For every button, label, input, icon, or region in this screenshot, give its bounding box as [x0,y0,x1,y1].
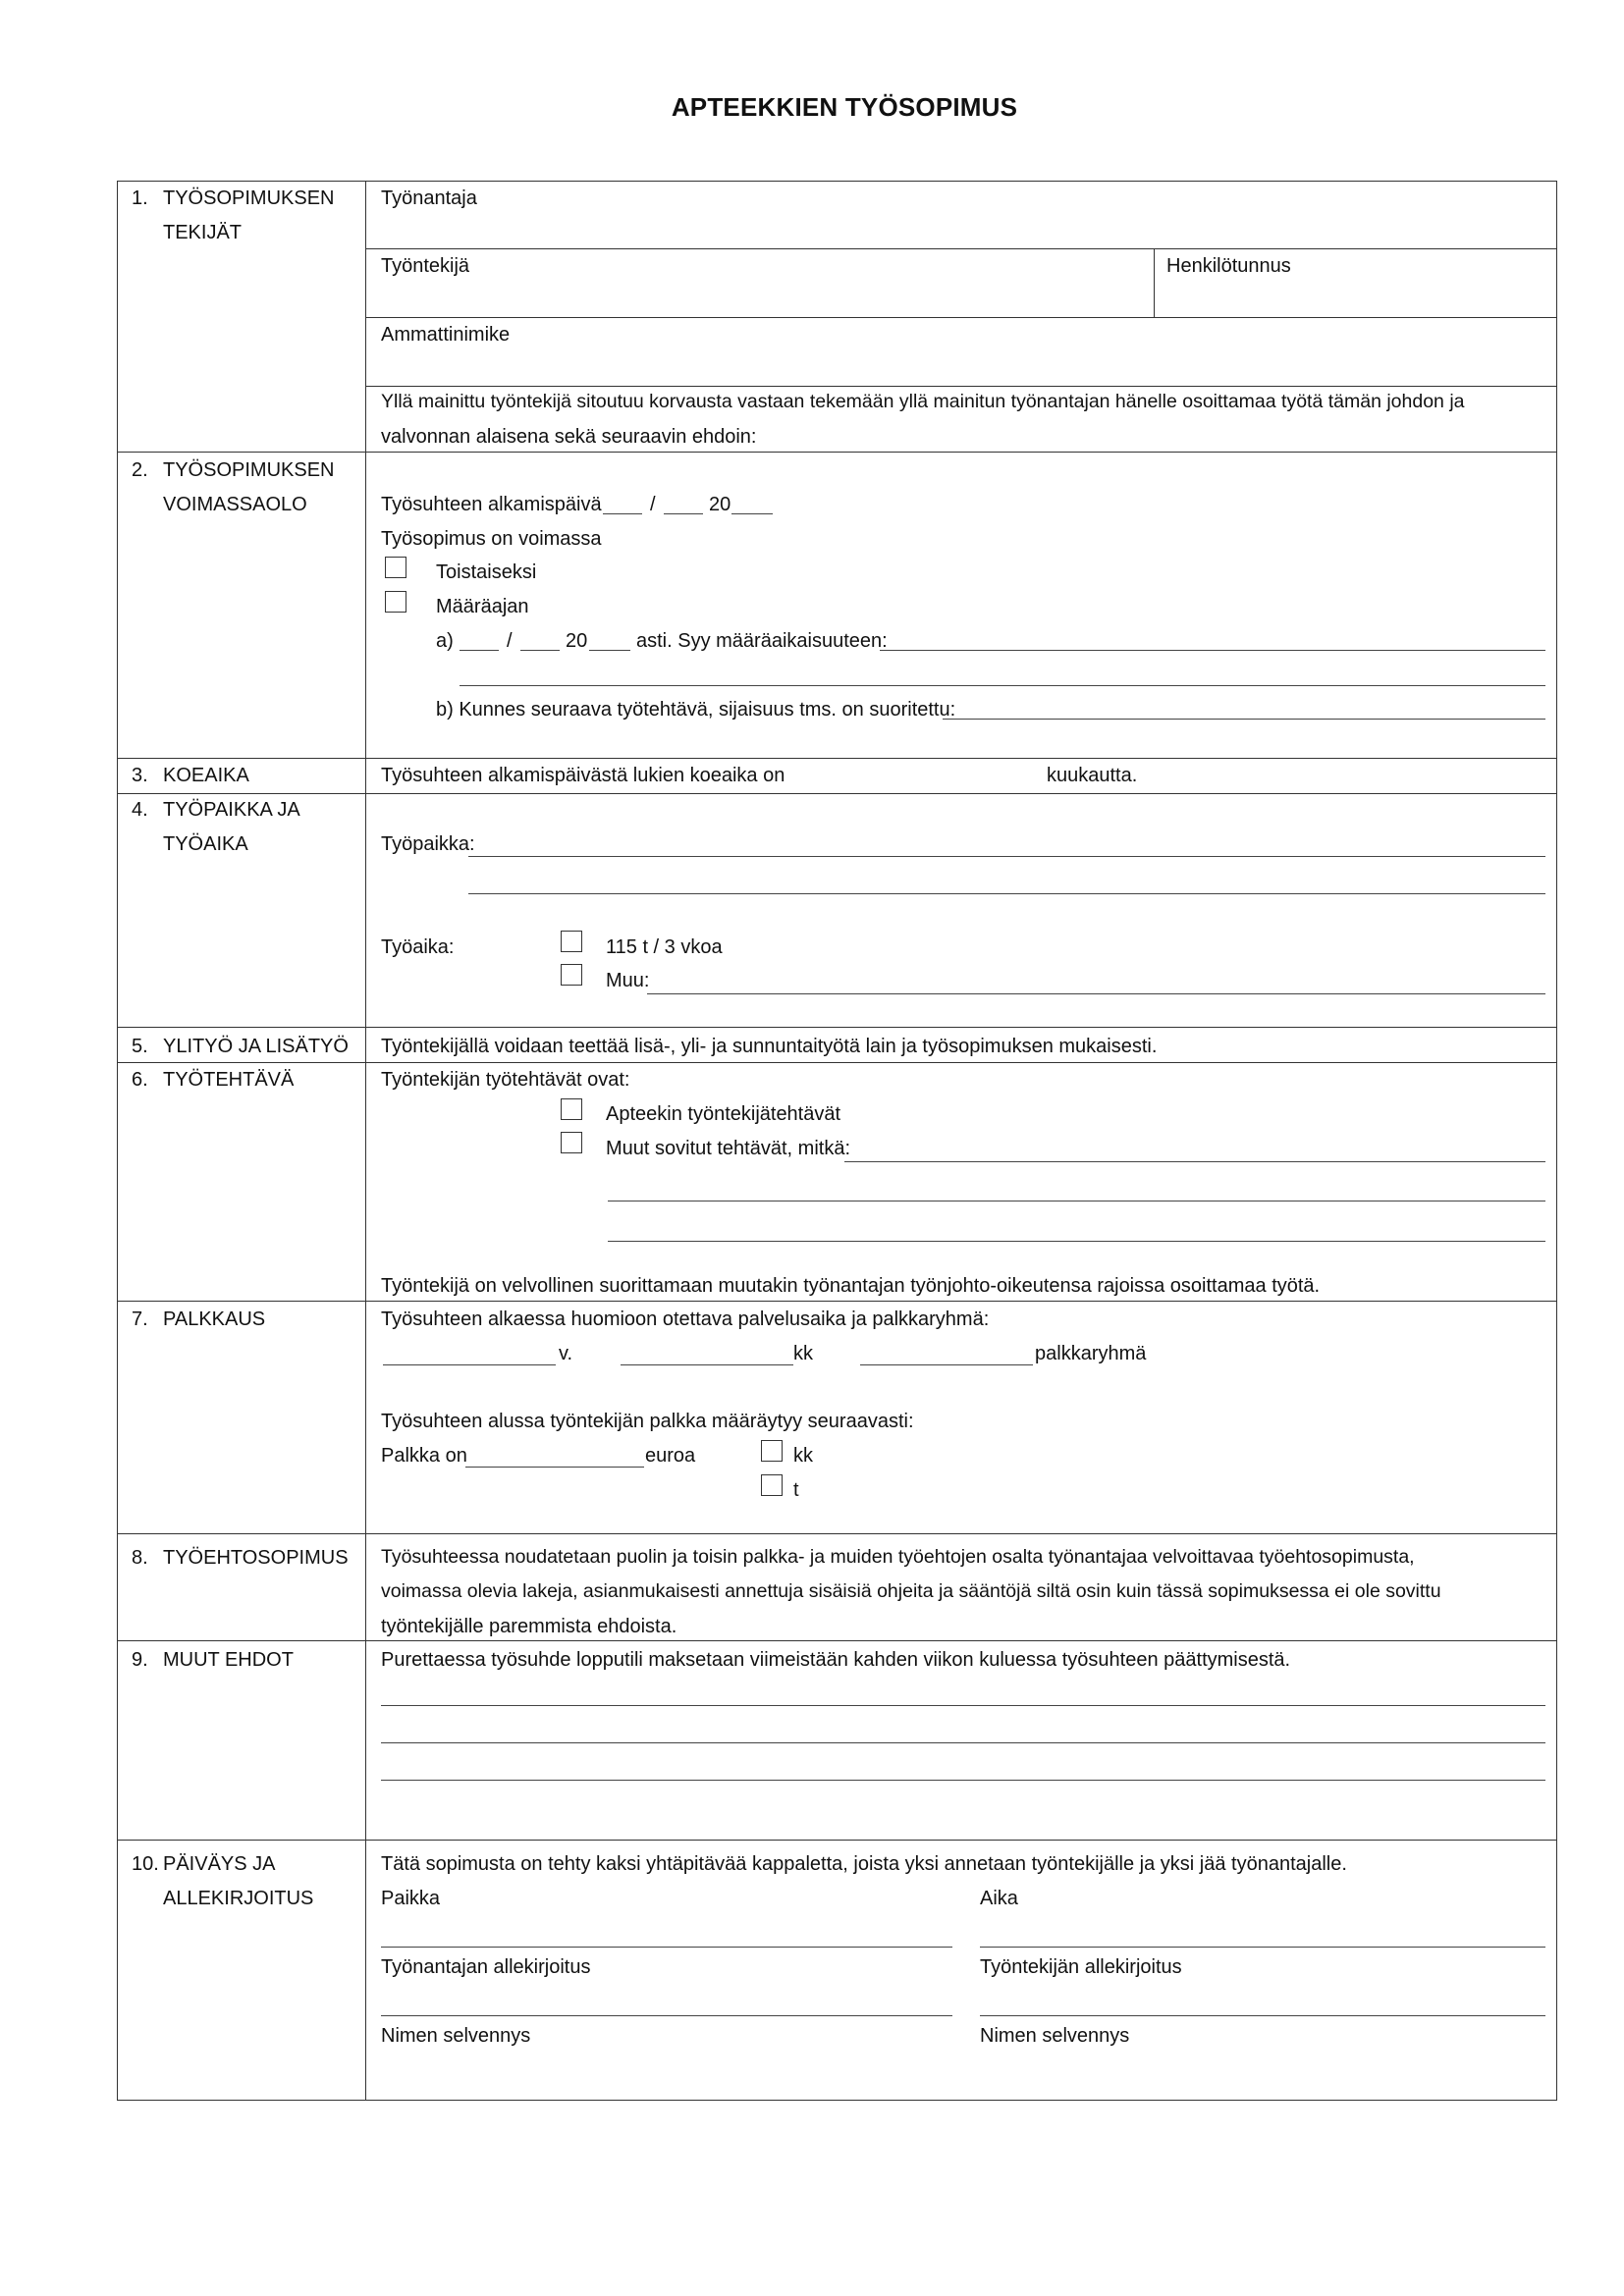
worktime-other-label: Muu: [606,970,650,991]
table-border-bottom [117,2100,1557,2101]
other-terms-field[interactable] [381,1705,1545,1706]
completion-condition-field[interactable] [943,719,1545,720]
worktime-other-checkbox[interactable] [561,964,582,986]
worktime-other-field[interactable] [647,993,1545,994]
row-divider [117,452,1557,453]
workplace-field-line2[interactable] [468,893,1545,894]
section-number: 4. [132,799,148,821]
section-heading: MUUT EHDOT [163,1649,294,1671]
section-number: 1. [132,187,148,209]
row-divider [117,1840,1557,1841]
table-border-right [1556,181,1557,2100]
job-title-field[interactable] [377,347,1545,381]
place-field[interactable] [381,1947,952,1948]
worktime-standard-checkbox[interactable] [561,931,582,952]
employee-signature-label: Työntekijän allekirjoitus [980,1956,1182,1978]
end-day-field[interactable] [460,650,499,651]
other-duties-field[interactable] [844,1161,1545,1162]
ssn-field[interactable] [1163,279,1545,312]
table-border-left [117,181,118,2100]
section-heading: TYÖPAIKKA JA [163,799,300,821]
year-prefix: 20 [566,630,588,652]
service-months-field[interactable] [621,1364,793,1365]
other-terms-text: Purettaessa työsuhde lopputili maksetaan viimeistään kahden viikon kuluessa työsuhteen päättymisestä. [381,1649,1291,1671]
row-divider [117,758,1557,759]
end-year-field[interactable] [589,650,630,651]
monthly-salary-checkbox[interactable] [761,1440,783,1462]
cell-divider [365,386,1557,387]
other-duties-label: Muut sovitut tehtävät, mitkä: [606,1138,850,1159]
section-heading: TYÖTEHTÄVÄ [163,1069,295,1091]
collective-agreement-text: Työsuhteessa noudatetaan puolin ja toisin palkka- ja muiden työehtojen osalta työnantajaa velvoittavaa työehtosopimusta, [381,1546,1415,1568]
salary-group-label: palkkaryhmä [1035,1343,1147,1364]
date-separator: / [650,494,656,515]
salary-group-field[interactable] [860,1364,1033,1365]
table-column-divider [365,181,366,2100]
salary-currency: euroa [645,1445,696,1467]
section-heading: ALLEKIRJOITUS [163,1888,314,1909]
copies-statement: Tätä sopimusta on tehty kaksi yhtäpitävää kappaletta, joista yksi annetaan työntekijälle ja yksi jää työnantajalle. [381,1853,1347,1875]
row-divider [117,1533,1557,1534]
section-number: 3. [132,765,148,786]
date-field[interactable] [980,1947,1545,1948]
other-terms-field-line2[interactable] [381,1742,1545,1743]
salary-intro: Työsuhteen alussa työntekijän palkka määräytyy seuraavasti: [381,1411,914,1432]
ssn-field-label: Henkilötunnus [1166,255,1291,277]
section-number: 7. [132,1308,148,1330]
collective-agreement-text: voimassa olevia lakeja, asianmukaisesti annettuja sisäisiä ohjeita ja sääntöjä siltä osin kuin tässä sopimuksessa ei ole sovittu [381,1580,1441,1602]
section-number: 10. [132,1853,159,1875]
pharmacy-duties-label: Apteekin työntekijätehtävät [606,1103,841,1125]
section-heading: TYÖSOPIMUKSEN [163,459,335,481]
employer-field-label: Työnantaja [381,187,477,209]
salary-label: Palkka on [381,1445,467,1467]
probation-unit: kuukautta. [1047,765,1138,786]
employer-field[interactable] [377,210,1545,243]
agreement-statement: valvonnan alaisena sekä seuraavin ehdoin: [381,426,757,448]
other-duties-checkbox[interactable] [561,1132,582,1153]
indefinite-checkbox[interactable] [385,557,406,578]
agreement-statement: Yllä mainittu työntekijä sitoutuu korvausta vastaan tekemään yllä mainitun työnantajan hänelle osoittamaa työtä tämän johdon ja [381,391,1465,412]
probation-months-field[interactable] [785,762,1031,789]
year-prefix: 20 [709,494,731,515]
section-heading: TYÖSOPIMUKSEN [163,187,335,209]
section-number: 9. [132,1649,148,1671]
section-number: 8. [132,1547,148,1569]
monthly-salary-label: kk [793,1445,813,1467]
fixed-term-label: Määräajan [436,596,529,617]
employee-field[interactable] [377,279,1143,312]
section-number: 6. [132,1069,148,1091]
duties-intro: Työntekijän työtehtävät ovat: [381,1069,630,1091]
start-month-field[interactable] [664,513,703,514]
fixed-term-reason-field[interactable] [880,650,1545,651]
service-years-unit: v. [559,1343,573,1364]
start-year-field[interactable] [731,513,773,514]
place-label: Paikka [381,1888,441,1909]
hourly-salary-checkbox[interactable] [761,1474,783,1496]
validity-label: Työsopimus on voimassa [381,528,602,550]
employee-signature-field[interactable] [980,2015,1545,2016]
start-date-label: Työsuhteen alkamispäivä [381,494,602,515]
employee-field-label: Työntekijä [381,255,470,277]
other-duties-field-line3[interactable] [608,1241,1545,1242]
row-divider [117,1640,1557,1641]
section-heading: PÄIVÄYS JA [163,1853,276,1875]
section-heading: TYÖAIKA [163,833,248,855]
employer-name-clarification-label: Nimen selvennys [381,2025,531,2047]
fixed-term-checkbox[interactable] [385,591,406,613]
indefinite-label: Toistaiseksi [436,561,537,583]
hourly-salary-label: t [793,1479,799,1501]
section-number: 2. [132,459,148,481]
cell-divider [365,317,1557,318]
section-heading: VOIMASSAOLO [163,494,307,515]
row-divider [117,1062,1557,1063]
section-heading: KOEAIKA [163,765,249,786]
service-intro: Työsuhteen alkaessa huomioon otettava palvelusaika ja palkkaryhmä: [381,1308,990,1330]
document-title: APTEEKKIEN TYÖSOPIMUS [671,92,1018,122]
employer-signature-field[interactable] [381,2015,952,2016]
section-heading: TEKIJÄT [163,222,243,243]
probation-text: Työsuhteen alkamispäivästä lukien koeaika on [381,765,785,786]
employee-name-clarification-label: Nimen selvennys [980,2025,1130,2047]
section-heading: YLITYÖ JA LISÄTYÖ [163,1036,349,1057]
row-divider [117,1027,1557,1028]
job-title-field-label: Ammattinimike [381,324,511,346]
fixed-term-reason-label: asti. Syy määräaikaisuuteen: [636,630,888,652]
cell-divider [1154,248,1155,317]
option-a-label: a) [436,630,454,652]
cell-divider [365,248,1557,249]
workplace-label: Työpaikka: [381,833,475,855]
section-heading: PALKKAUS [163,1308,266,1330]
collective-agreement-text: työntekijälle paremmista ehdoista. [381,1616,677,1637]
row-divider [117,793,1557,794]
end-month-field[interactable] [520,650,560,651]
option-b-label: b) Kunnes seuraava työtehtävä, sijaisuus tms. on suoritettu: [436,699,956,721]
worktime-standard-label: 115 t / 3 vkoa [606,936,723,958]
start-day-field[interactable] [603,513,642,514]
service-years-field[interactable] [383,1364,556,1365]
worktime-label: Työaika: [381,936,455,958]
workplace-field[interactable] [468,856,1545,857]
fixed-term-reason-field-line2[interactable] [460,685,1545,686]
time-label: Aika [980,1888,1018,1909]
date-separator: / [507,630,513,652]
service-months-unit: kk [793,1343,813,1364]
duties-footer: Työntekijä on velvollinen suorittamaan muutakin työnantajan työnjohto-oikeutensa rajoissa osoittamaa työtä. [381,1275,1321,1297]
overtime-text: Työntekijällä voidaan teettää lisä-, yli- ja sunnuntaityötä lain ja työsopimuksen mukaisesti. [381,1036,1158,1057]
section-heading: TYÖEHTOSOPIMUS [163,1547,349,1569]
row-divider [117,1301,1557,1302]
section-number: 5. [132,1036,148,1057]
salary-amount-field[interactable] [465,1467,644,1468]
employer-signature-label: Työnantajan allekirjoitus [381,1956,591,1978]
table-border-top [117,181,1557,182]
other-terms-field-line3[interactable] [381,1780,1545,1781]
pharmacy-duties-checkbox[interactable] [561,1098,582,1120]
